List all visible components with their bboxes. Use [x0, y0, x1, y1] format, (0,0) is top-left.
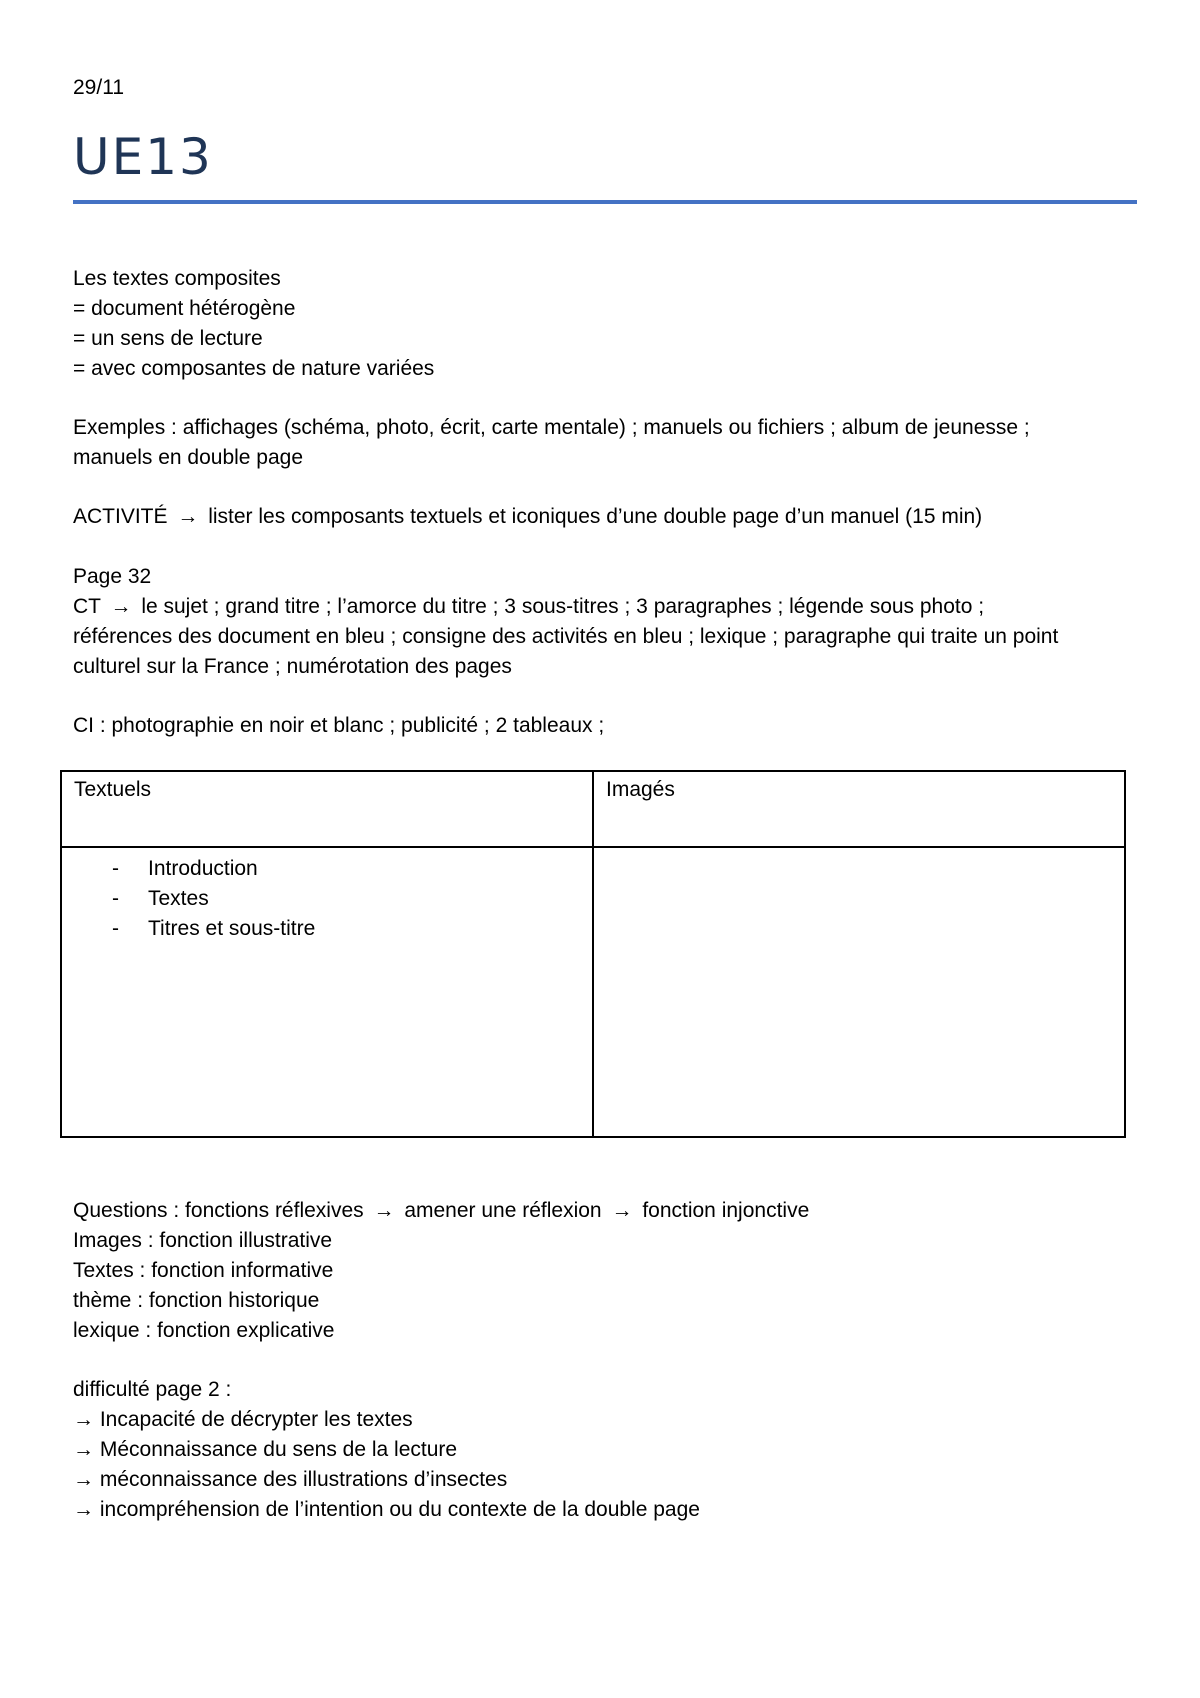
- intro-line: = avec composantes de nature variées: [73, 357, 435, 380]
- questions-mid: amener une réflexion: [404, 1199, 602, 1222]
- ci-line: CI : photographie en noir et blanc ; publicité ; 2 tableaux ;: [73, 714, 605, 737]
- arrow-right-icon: →: [73, 1498, 94, 1521]
- activity-block: [73, 502, 1133, 532]
- list-item: - Textes: [112, 884, 580, 914]
- ct-line: culturel sur la France ; numérotation des pages: [73, 655, 512, 678]
- difficulty-text: Méconnaissance du sens de la lecture: [99, 1438, 458, 1461]
- activity-line: [73, 502, 1133, 532]
- components-table: [60, 770, 1126, 1138]
- date-label: 29/11: [73, 76, 124, 99]
- questions-lead: Questions : fonctions réflexives: [73, 1199, 364, 1222]
- ct-line: [73, 592, 1133, 622]
- examples-block: [73, 413, 1133, 473]
- intro-block: [73, 264, 1133, 384]
- table-header-textuels: Textuels: [61, 771, 593, 847]
- textuels-list: [74, 854, 580, 944]
- arrow-right-icon: →: [73, 1468, 94, 1491]
- page-section-block: [73, 562, 1133, 682]
- arrow-right-icon: →: [73, 1438, 94, 1461]
- difficulty-text: Incapacité de décrypter les textes: [99, 1408, 413, 1431]
- page-number-line: Page 32: [73, 565, 152, 588]
- list-item: - Introduction: [112, 854, 580, 884]
- table-header-images: Imagés: [593, 771, 1125, 847]
- intro-line: Les textes composites: [73, 267, 281, 290]
- table-cell-textuels: [61, 847, 593, 1137]
- difficulty-text: méconnaissance des illustrations d’insectes: [99, 1468, 508, 1491]
- table-row: [61, 847, 1125, 1137]
- activity-text: lister les composants textuels et iconiques d’une double page d’un manuel (15 min): [208, 505, 983, 528]
- ct-lead: CT: [73, 595, 101, 618]
- intro-line: = un sens de lecture: [73, 327, 263, 350]
- function-line: thème : fonction historique: [73, 1289, 320, 1312]
- difficulty-item: [73, 1435, 1133, 1465]
- arrow-right-icon: →: [73, 1408, 94, 1431]
- title-underline: [73, 200, 1137, 204]
- questions-line: [73, 1196, 1133, 1226]
- intro-line: = document hétérogène: [73, 297, 296, 320]
- ct-text: le sujet ; grand titre ; l’amorce du titre ; 3 sous-titres ; 3 paragraphes ; légende sous photo ;: [141, 595, 985, 618]
- arrow-right-icon: →: [110, 595, 132, 618]
- page-title: UE13: [73, 128, 213, 186]
- activity-lead: ACTIVITÉ: [73, 505, 168, 528]
- questions-end: fonction injonctive: [642, 1199, 810, 1222]
- function-line: lexique : fonction explicative: [73, 1319, 335, 1342]
- difficulties-title: difficulté page 2 :: [73, 1378, 232, 1401]
- arrow-right-icon: →: [177, 505, 199, 528]
- examples-line: manuels en double page: [73, 446, 304, 469]
- function-line: Textes : fonction informative: [73, 1259, 334, 1282]
- functions-block: [73, 1196, 1133, 1346]
- table-header-row: [61, 771, 1125, 847]
- difficulty-item: [73, 1405, 1133, 1435]
- ci-block: [73, 711, 1133, 741]
- function-line: Images : fonction illustrative: [73, 1229, 333, 1252]
- arrow-right-icon: →: [373, 1199, 395, 1222]
- list-item: - Titres et sous-titre: [112, 914, 580, 944]
- difficulty-item: [73, 1465, 1133, 1495]
- difficulty-text: incompréhension de l’intention ou du contexte de la double page: [99, 1498, 700, 1521]
- examples-line: Exemples : affichages (schéma, photo, écrit, carte mentale) ; manuels ou fichiers ; album de jeunesse ;: [73, 416, 1030, 439]
- table-cell-images: [593, 847, 1125, 1137]
- ct-line: références des document en bleu ; consigne des activités en bleu ; lexique ; paragraphe qui traite un point: [73, 625, 1059, 648]
- difficulties-block: [73, 1375, 1133, 1525]
- arrow-right-icon: →: [611, 1199, 633, 1222]
- difficulty-item: [73, 1495, 1133, 1525]
